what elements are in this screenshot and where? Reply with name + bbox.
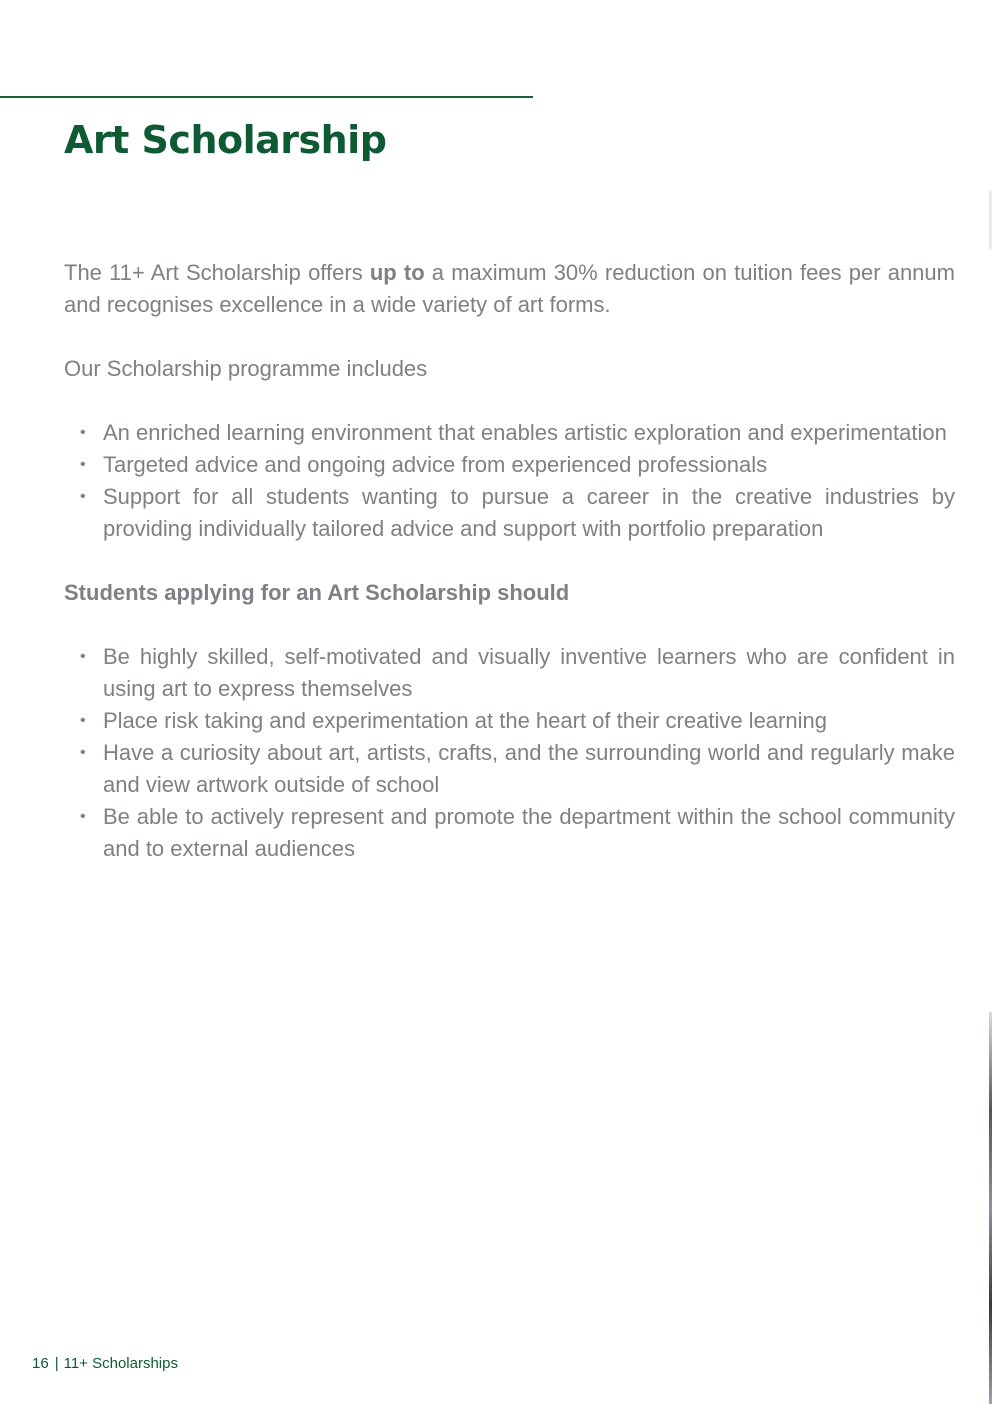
list-item [64, 641, 955, 705]
programme-list [64, 417, 955, 545]
list-item-text: Be able to actively represent and promote the department within the school community and to external audiences [103, 804, 955, 861]
list-item-text: Be highly skilled, self-motivated and visually inventive learners who are confident in using art to express themselves [103, 644, 955, 701]
intro-bold-text: up to [369, 260, 425, 285]
header-rule [0, 96, 533, 98]
list-item [64, 417, 955, 449]
list-item [64, 801, 955, 865]
bullet-icon: • [80, 808, 86, 825]
page-footer [32, 1355, 178, 1372]
list-item-text: Support for all students wanting to pursue a career in the creative industries by providing individually tailored advice and support with portfolio preparation [103, 484, 955, 541]
list-item-text: Place risk taking and experimentation at the heart of their creative learning [103, 708, 827, 733]
list-item [64, 481, 955, 545]
bullet-icon: • [80, 488, 86, 505]
list-item [64, 737, 955, 801]
list-item-text: Have a curiosity about art, artists, crafts, and the surrounding world and regularly make and view artwork outside of school [103, 740, 955, 797]
list-item [64, 449, 955, 481]
programme-intro: Our Scholarship programme includes [64, 356, 428, 381]
footer-section-title: 11+ Scholarships [63, 1355, 178, 1372]
page-body [64, 257, 955, 897]
page-title: Art Scholarship [64, 118, 387, 162]
applicants-heading: Students applying for an Art Scholarship should [64, 580, 570, 605]
bullet-icon: • [80, 712, 86, 729]
footer-separator: | [54, 1355, 59, 1372]
bullet-icon: • [80, 648, 86, 665]
intro-paragraph [64, 257, 955, 321]
list-item-text: An enriched learning environment that enables artistic exploration and experimentation [103, 420, 947, 445]
intro-text-start: The 11+ Art Scholarship offers [64, 260, 370, 285]
bullet-icon: • [80, 424, 86, 441]
bullet-icon: • [80, 744, 86, 761]
page-number: 16 [32, 1355, 49, 1372]
list-item-text: Targeted advice and ongoing advice from experienced professionals [103, 452, 768, 477]
intro-text-end: a maximum 30% reduction on tuition fees per annum and recognises excellence in a wide variety of art forms. [64, 260, 955, 317]
applicant-criteria-list [64, 641, 955, 865]
bullet-icon: • [80, 456, 86, 473]
list-item [64, 705, 955, 737]
